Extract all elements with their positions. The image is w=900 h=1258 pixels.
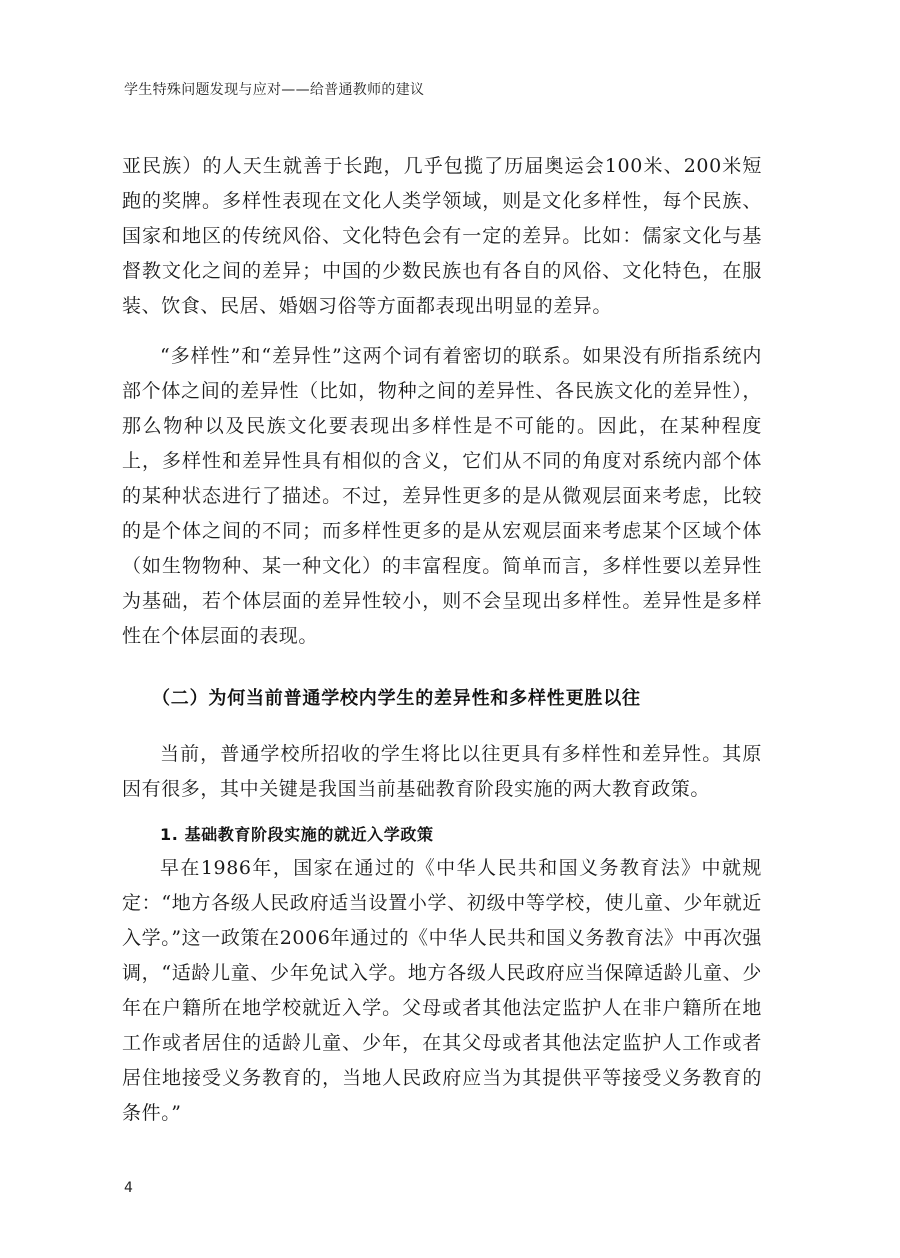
subsection-heading: 1. 基础教育阶段实施的就近入学政策	[160, 825, 434, 844]
paragraph: 亚民族）的人天生就善于长跑，几乎包揽了历届奥运会100米、200米短跑的奖牌。多样性表现在文化人类学领域，则是文化多样性，每个民族、国家和地区的传统风俗、文化特色会有一定的差异。比如：儒家文化与基督教文化之间的差异；中国的少数民族也有各自的风俗、文化特色，在服装、饮食、民居、婚姻习俗等方面都表现出明显的差异。	[122, 155, 762, 317]
paragraph-education-law	[122, 851, 762, 1131]
running-header: 学生特殊问题发现与应对——给普通教师的建议	[124, 82, 425, 98]
paragraph: 早在1986年，国家在通过的《中华人民共和国义务教育法》中就规定：“地方各级人民政府适当设置小学、初级中等学校，使儿童、少年就近入学。”这一政策在2006年通过的《中华人民共和国义务教育法》中再次强调，“适龄儿童、少年免试入学。地方各级人民政府应当保障适龄儿童、少年在户籍所在地学校就近入学。父母或者其他法定监护人在非户籍所在地工作或者居住的适龄儿童、少年，在其父母或者其他法定监护人工作或者居住地接受义务教育的，当地人民政府应当为其提供平等接受义务教育的条件。”	[122, 857, 762, 1124]
paragraph-current-schools	[122, 737, 762, 807]
paragraph-continuation	[122, 149, 762, 324]
page-number: 4	[124, 1180, 133, 1196]
paragraph: “多样性”和“差异性”这两个词有着密切的联系。如果没有所指系统内部个体之间的差异性（比如，物种之间的差异性、各民族文化的差异性），那么物种以及民族文化要表现出多样性是不可能的。因此，在某种程度上，多样性和差异性具有相似的含义，它们从不同的角度对系统内部个体的某种状态进行了描述。不过，差异性更多的是从微观层面来考虑，比较的是个体之间的不同；而多样性更多的是从宏观层面来考虑某个区域个体（如生物物种、某一种文化）的丰富程度。简单而言，多样性要以差异性为基础，若个体层面的差异性较小，则不会呈现出多样性。差异性是多样性在个体层面的表现。	[122, 345, 762, 647]
paragraph: 当前，普通学校所招收的学生将比以往更具有多样性和差异性。其原因有很多，其中关键是我国当前基础教育阶段实施的两大教育政策。	[122, 743, 762, 800]
paragraph-diversity-difference	[122, 339, 762, 654]
section-heading: （二）为何当前普通学校内学生的差异性和多样性更胜以往	[152, 688, 641, 709]
